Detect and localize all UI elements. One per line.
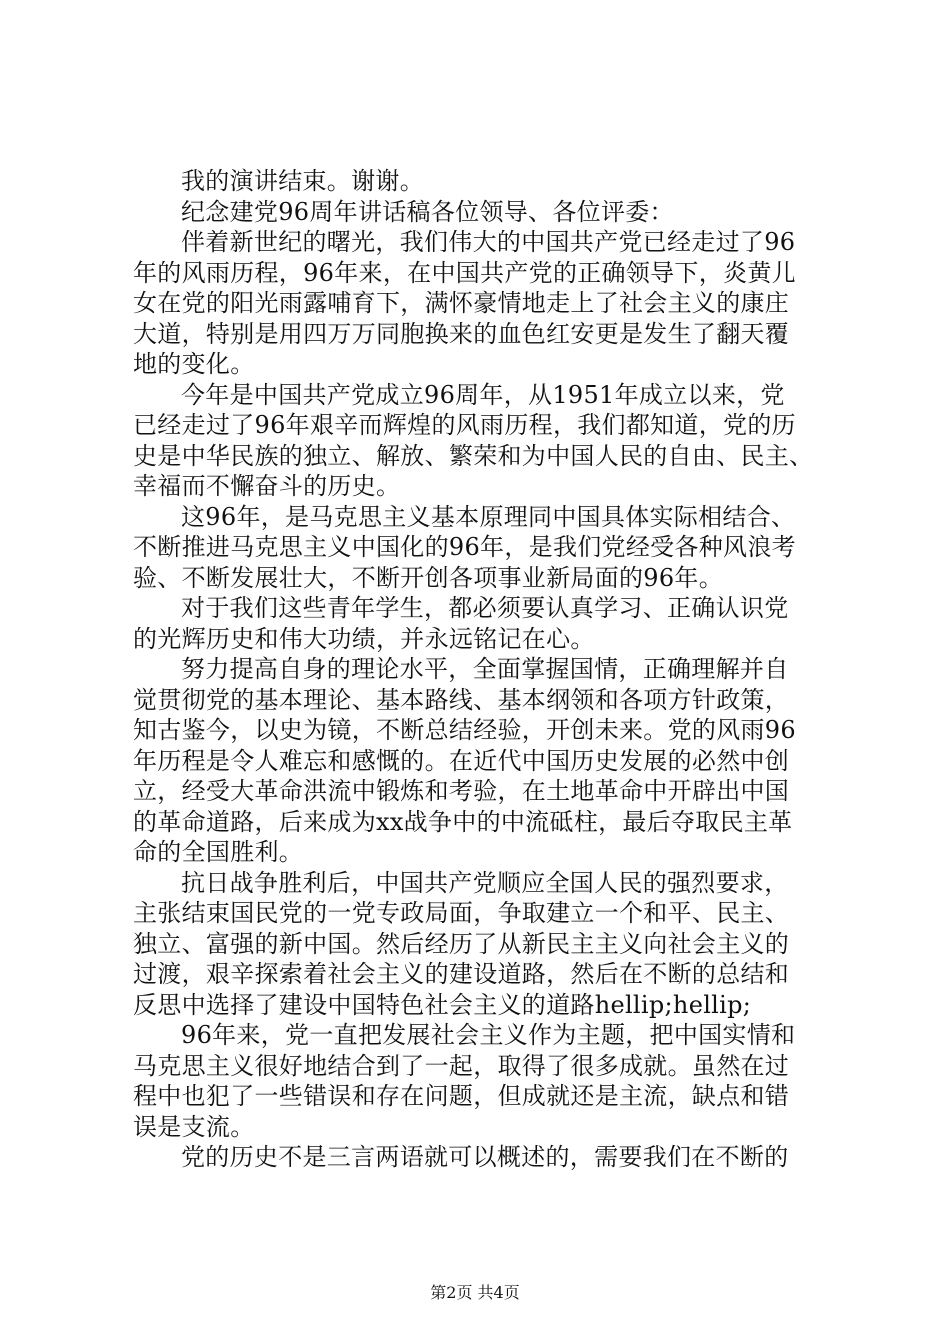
text-line: 的光辉历史和伟大功绩，并永远铭记在心。 <box>133 624 595 653</box>
text-line: 我的演讲结束。谢谢。 <box>181 167 424 195</box>
text-line: 这96年，是马克思主义基本原理同中国具体实际相结合、 <box>181 502 796 531</box>
text-line: 的革命道路，后来成为xx战争中的中流砥柱，最后夺取民主革 <box>133 807 793 836</box>
text-line: 纪念建党96周年讲话稿各位领导、各位评委： <box>181 197 674 226</box>
text-line: 命的全国胜利。 <box>133 838 304 866</box>
text-line: 马克思主义很好地结合到了一起，取得了很多成就。虽然在过 <box>133 1051 790 1080</box>
document-body <box>133 166 833 1173</box>
text-line: 96年来，党一直把发展社会主义作为主题，把中国实情和 <box>181 1021 796 1049</box>
text-line: 过渡，艰辛探索着社会主义的建设道路，然后在不断的总结和 <box>133 960 790 988</box>
text-line: 独立、富强的新中国。然后经历了从新民主主义向社会主义的 <box>133 929 790 958</box>
text-line: 党的历史不是三言两语就可以概述的，需要我们在不断的 <box>181 1143 789 1171</box>
text-line: 立，经受大革命洪流中锻炼和考验，在土地革命中开辟出中国 <box>133 777 790 805</box>
text-line: 觉贯彻党的基本理论、基本路线、基本纲领和各项方针政策， <box>133 685 790 714</box>
text-line: 主张结束国民党的一党专政局面，争取建立一个和平、民主、 <box>133 899 790 927</box>
text-line: 大道，特别是用四万万同胞换来的血色红安更是发生了翻天覆 <box>133 319 790 348</box>
text-line: 误是支流。 <box>133 1112 255 1141</box>
text-line: 反思中选择了建设中国特色社会主义的道路hellip;hellip; <box>133 990 752 1019</box>
text-line: 史是中华民族的独立、解放、繁荣和为中国人民的自由、民主、 <box>133 441 814 470</box>
text-line: 地的变化。 <box>133 350 255 378</box>
text-line: 不断推进马克思主义中国化的96年，是我们党经受各种风浪考 <box>133 533 796 561</box>
text-line: 已经走过了96年艰辛而辉煌的风雨历程，我们都知道，党的历 <box>133 411 796 439</box>
text-line: 对于我们这些青年学生，都必须要认真学习、正确认识党 <box>181 594 789 622</box>
text-line: 验、不断发展壮大，不断开创各项事业新局面的96年。 <box>133 563 724 592</box>
text-line: 年的风雨历程，96年来，在中国共产党的正确领导下，炎黄儿 <box>133 258 796 287</box>
text-line: 知古鉴今，以史为镜，不断总结经验，开创未来。党的风雨96 <box>133 716 796 744</box>
text-line: 程中也犯了一些错误和存在问题，但成就还是主流，缺点和错 <box>133 1082 790 1110</box>
text-line: 努力提高自身的理论水平，全面掌握国情，正确理解并自 <box>181 655 789 683</box>
text-line: 女在党的阳光雨露哺育下，满怀豪情地走上了社会主义的康庄 <box>133 289 790 317</box>
page-number-footer: 第2页 共4页 <box>430 1283 520 1302</box>
text-line: 伴着新世纪的曙光，我们伟大的中国共产党已经走过了96 <box>181 228 796 256</box>
text-line: 年历程是令人难忘和感慨的。在近代中国历史发展的必然中创 <box>133 746 790 775</box>
text-line: 抗日战争胜利后，中国共产党顺应全国人民的强烈要求， <box>181 868 789 897</box>
text-line: 幸福而不懈奋斗的历史。 <box>133 472 401 500</box>
text-line: 今年是中国共产党成立96周年，从1951年成立以来，党 <box>181 380 785 409</box>
